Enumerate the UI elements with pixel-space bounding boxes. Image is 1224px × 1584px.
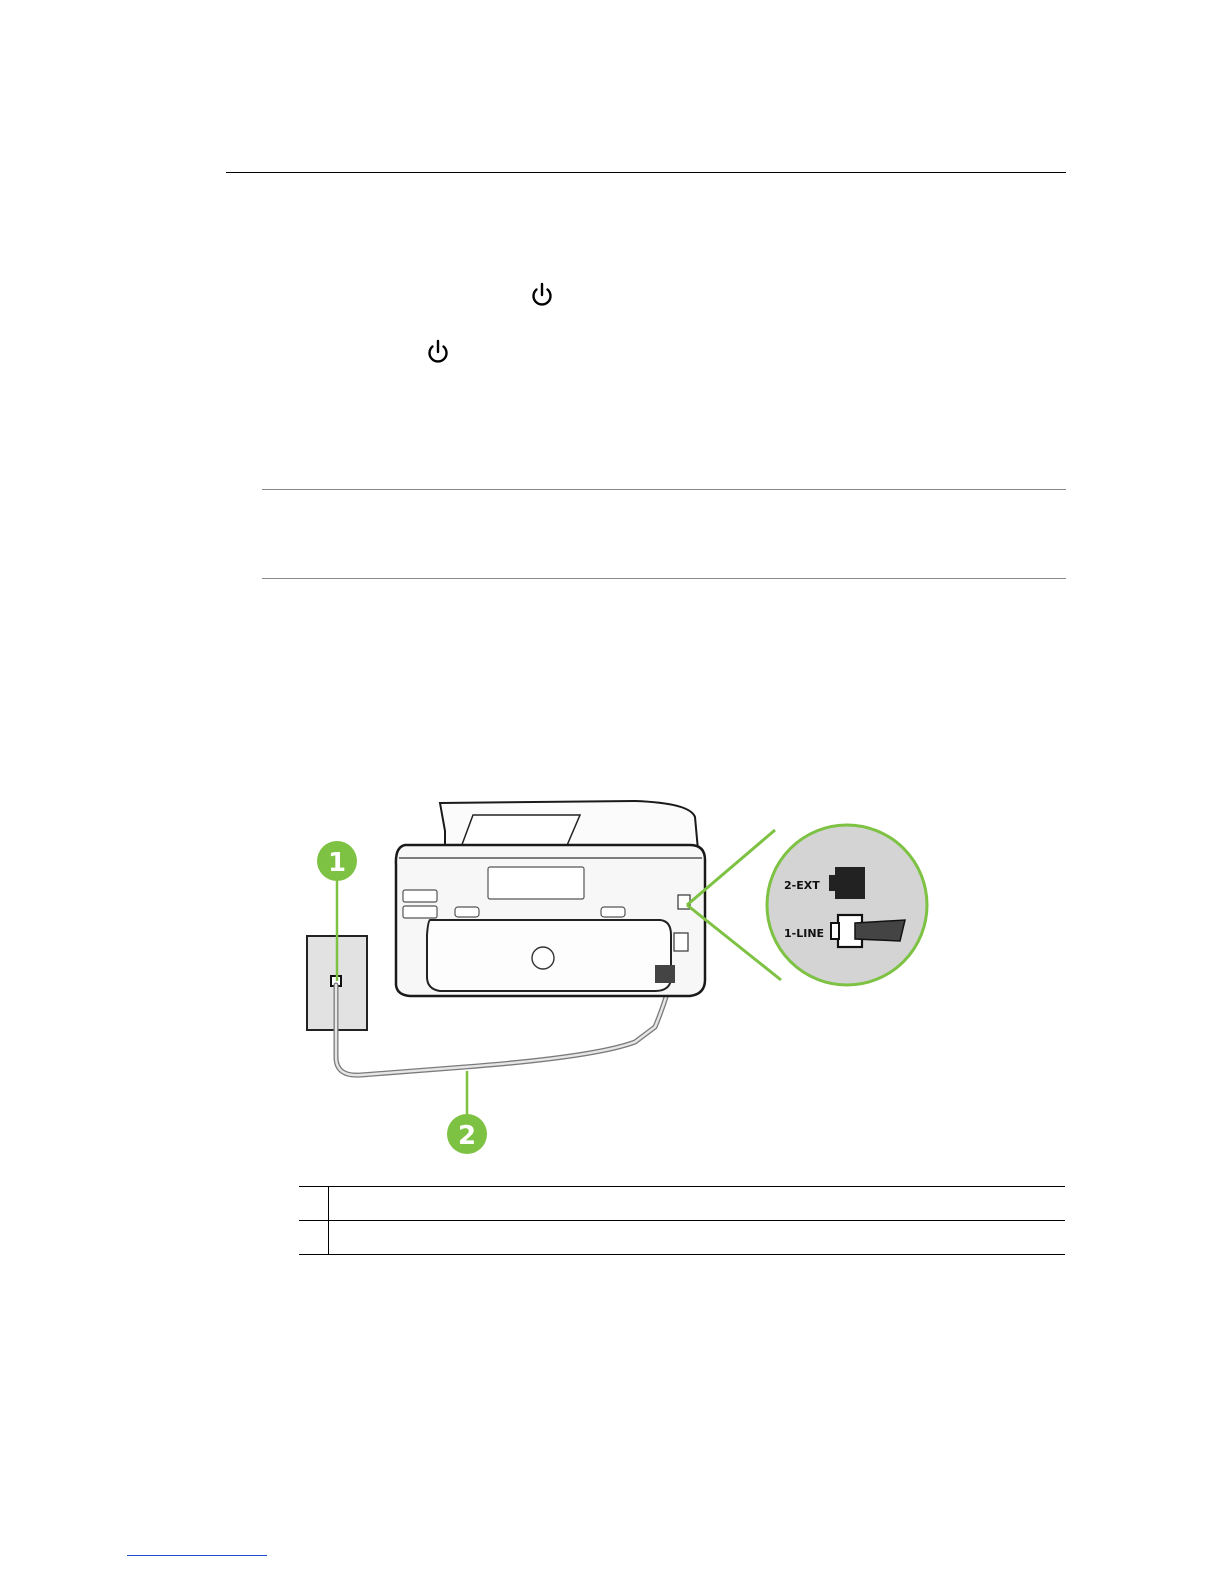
legend-text (329, 1221, 1066, 1255)
note-bottom-rule (262, 578, 1066, 579)
table-row (299, 1221, 1065, 1255)
svg-text:1: 1 (327, 848, 347, 878)
port-label-ext: 2-EXT (784, 879, 820, 892)
legend-number (299, 1187, 329, 1221)
footer-link[interactable] (127, 1555, 267, 1556)
svg-text:2: 2 (457, 1121, 477, 1151)
legend-text (329, 1187, 1066, 1221)
figure-legend-table (299, 1186, 1065, 1255)
note-top-rule (262, 489, 1066, 490)
power-icon (424, 338, 452, 366)
callout-2 (447, 1071, 487, 1154)
legend-number (299, 1221, 329, 1255)
table-row (299, 1187, 1065, 1221)
header-rule (226, 172, 1066, 173)
power-icon (528, 281, 556, 309)
printer (396, 801, 705, 996)
port-zoom-inset (687, 825, 927, 985)
fax-connection-figure (295, 795, 945, 1165)
port-label-line: 1-LINE (784, 927, 825, 940)
